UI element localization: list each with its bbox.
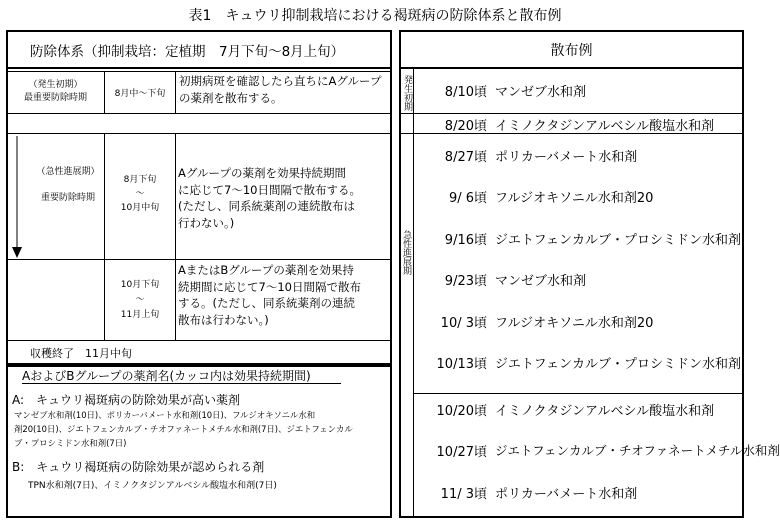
- spray-date: 9/ 6頃: [448, 191, 487, 206]
- row3-description: AまたはBグループの薬剤を効果持 続期間に応じて7～10日間隔で散布 する。(ただし、同系統薬剤の連続 散布は行わない。): [178, 263, 361, 327]
- spray-drug: イミノクタジンアルベシル酸塩水和剤: [495, 404, 715, 419]
- spray-date: 10/ 3頃: [440, 316, 487, 331]
- spray-date: 9/16頃: [444, 233, 487, 248]
- spray-drug: マンゼブ水和剤: [495, 274, 587, 289]
- spray-drug: ジエトフェンカルブ・プロシミドン水和剤: [495, 357, 741, 372]
- spray-drug: イミノクタジンアルベシル酸塩水和剤: [495, 119, 715, 134]
- row2-period: 8月下旬 ～ 10月中旬: [120, 175, 160, 213]
- spray-drug: ポリカーバメート水和剤: [495, 150, 638, 165]
- spray-drug: ポリカーバメート水和剤: [495, 487, 638, 502]
- spray-drug: フルジオキソニル水和剤20: [495, 316, 654, 331]
- group-b-title: B: キュウリ褐斑病の防除効果が認められる剤: [12, 460, 265, 474]
- phase-early: 発生初期: [402, 75, 412, 111]
- drug-groups-header: AおよびBグループの薬剤名(カッコ内は効果持続期間): [22, 369, 311, 383]
- row1-description: 初期病斑を確認したら直ちにAグループ の薬剤を散布する。: [179, 74, 382, 105]
- phase-acute: 急性進展期: [401, 230, 411, 275]
- spray-date: 10/13頃: [436, 357, 487, 372]
- spray-drug: ジエトフェンカルブ・プロシミドン水和剤: [495, 233, 741, 248]
- spray-date: 11/ 3頃: [440, 487, 487, 502]
- spray-date: 8/27頃: [444, 150, 487, 165]
- left-header: 防除体系（抑制栽培：定植期 7月下旬～8月上旬）: [30, 44, 345, 60]
- spray-drug: マンゼブ水和剤: [495, 85, 587, 100]
- spray-drug: フルジオキソニル水和剤20: [495, 191, 654, 206]
- spray-entry-list: [414, 0, 780, 523]
- harvest-end: 収穫終了 11月中旬: [30, 347, 132, 360]
- arrow-down-icon: [10, 136, 24, 260]
- spray-date: 10/20頃: [436, 404, 487, 419]
- group-a-title: A: キュウリ褐斑病の防除効果が高い薬剤: [12, 393, 241, 407]
- spray-date: 9/23頃: [444, 274, 487, 289]
- spray-date: 8/10頃: [444, 85, 487, 100]
- spray-drug: ジエトフェンカルブ・チオファネートメチル水和剤: [495, 443, 780, 458]
- spray-date: 10/27頃: [436, 445, 487, 460]
- group-b-drugs: TPN水和剤(7日)、イミノクタジンアルベシル酸塩水和剤(7日): [28, 481, 277, 491]
- right-header: 散布例: [550, 43, 593, 59]
- row1-period: 8月中～下旬: [114, 88, 166, 99]
- row2-phase: （急性進展期） 重要防除時期: [36, 167, 100, 203]
- row3-period: 10月下旬 ～ 11月上旬: [120, 279, 160, 320]
- group-a-drugs: マンゼブ水和剤(10日)、ポリカーバメート水和剤(10日)、フルジオキソニル水和 剤20(10日)、ジエトフェンカルブ・チオファネートメチル水和剤(7日)、ジエトフェンカル ブ・プロシミドン水和剤(7日): [14, 410, 353, 448]
- row1-phase: （発生初期） 最重要防除時期: [23, 80, 87, 103]
- table-title: 表1 キュウリ抑制栽培における褐斑病の防除体系と散布例: [188, 8, 562, 24]
- row2-description: Aグループの薬剤を効果持続期間 に応じて7～10日間隔で散布する。 (ただし、同系統薬剤の連続散布は 行わない。): [178, 166, 361, 230]
- spray-date: 8/20頃: [444, 119, 487, 134]
